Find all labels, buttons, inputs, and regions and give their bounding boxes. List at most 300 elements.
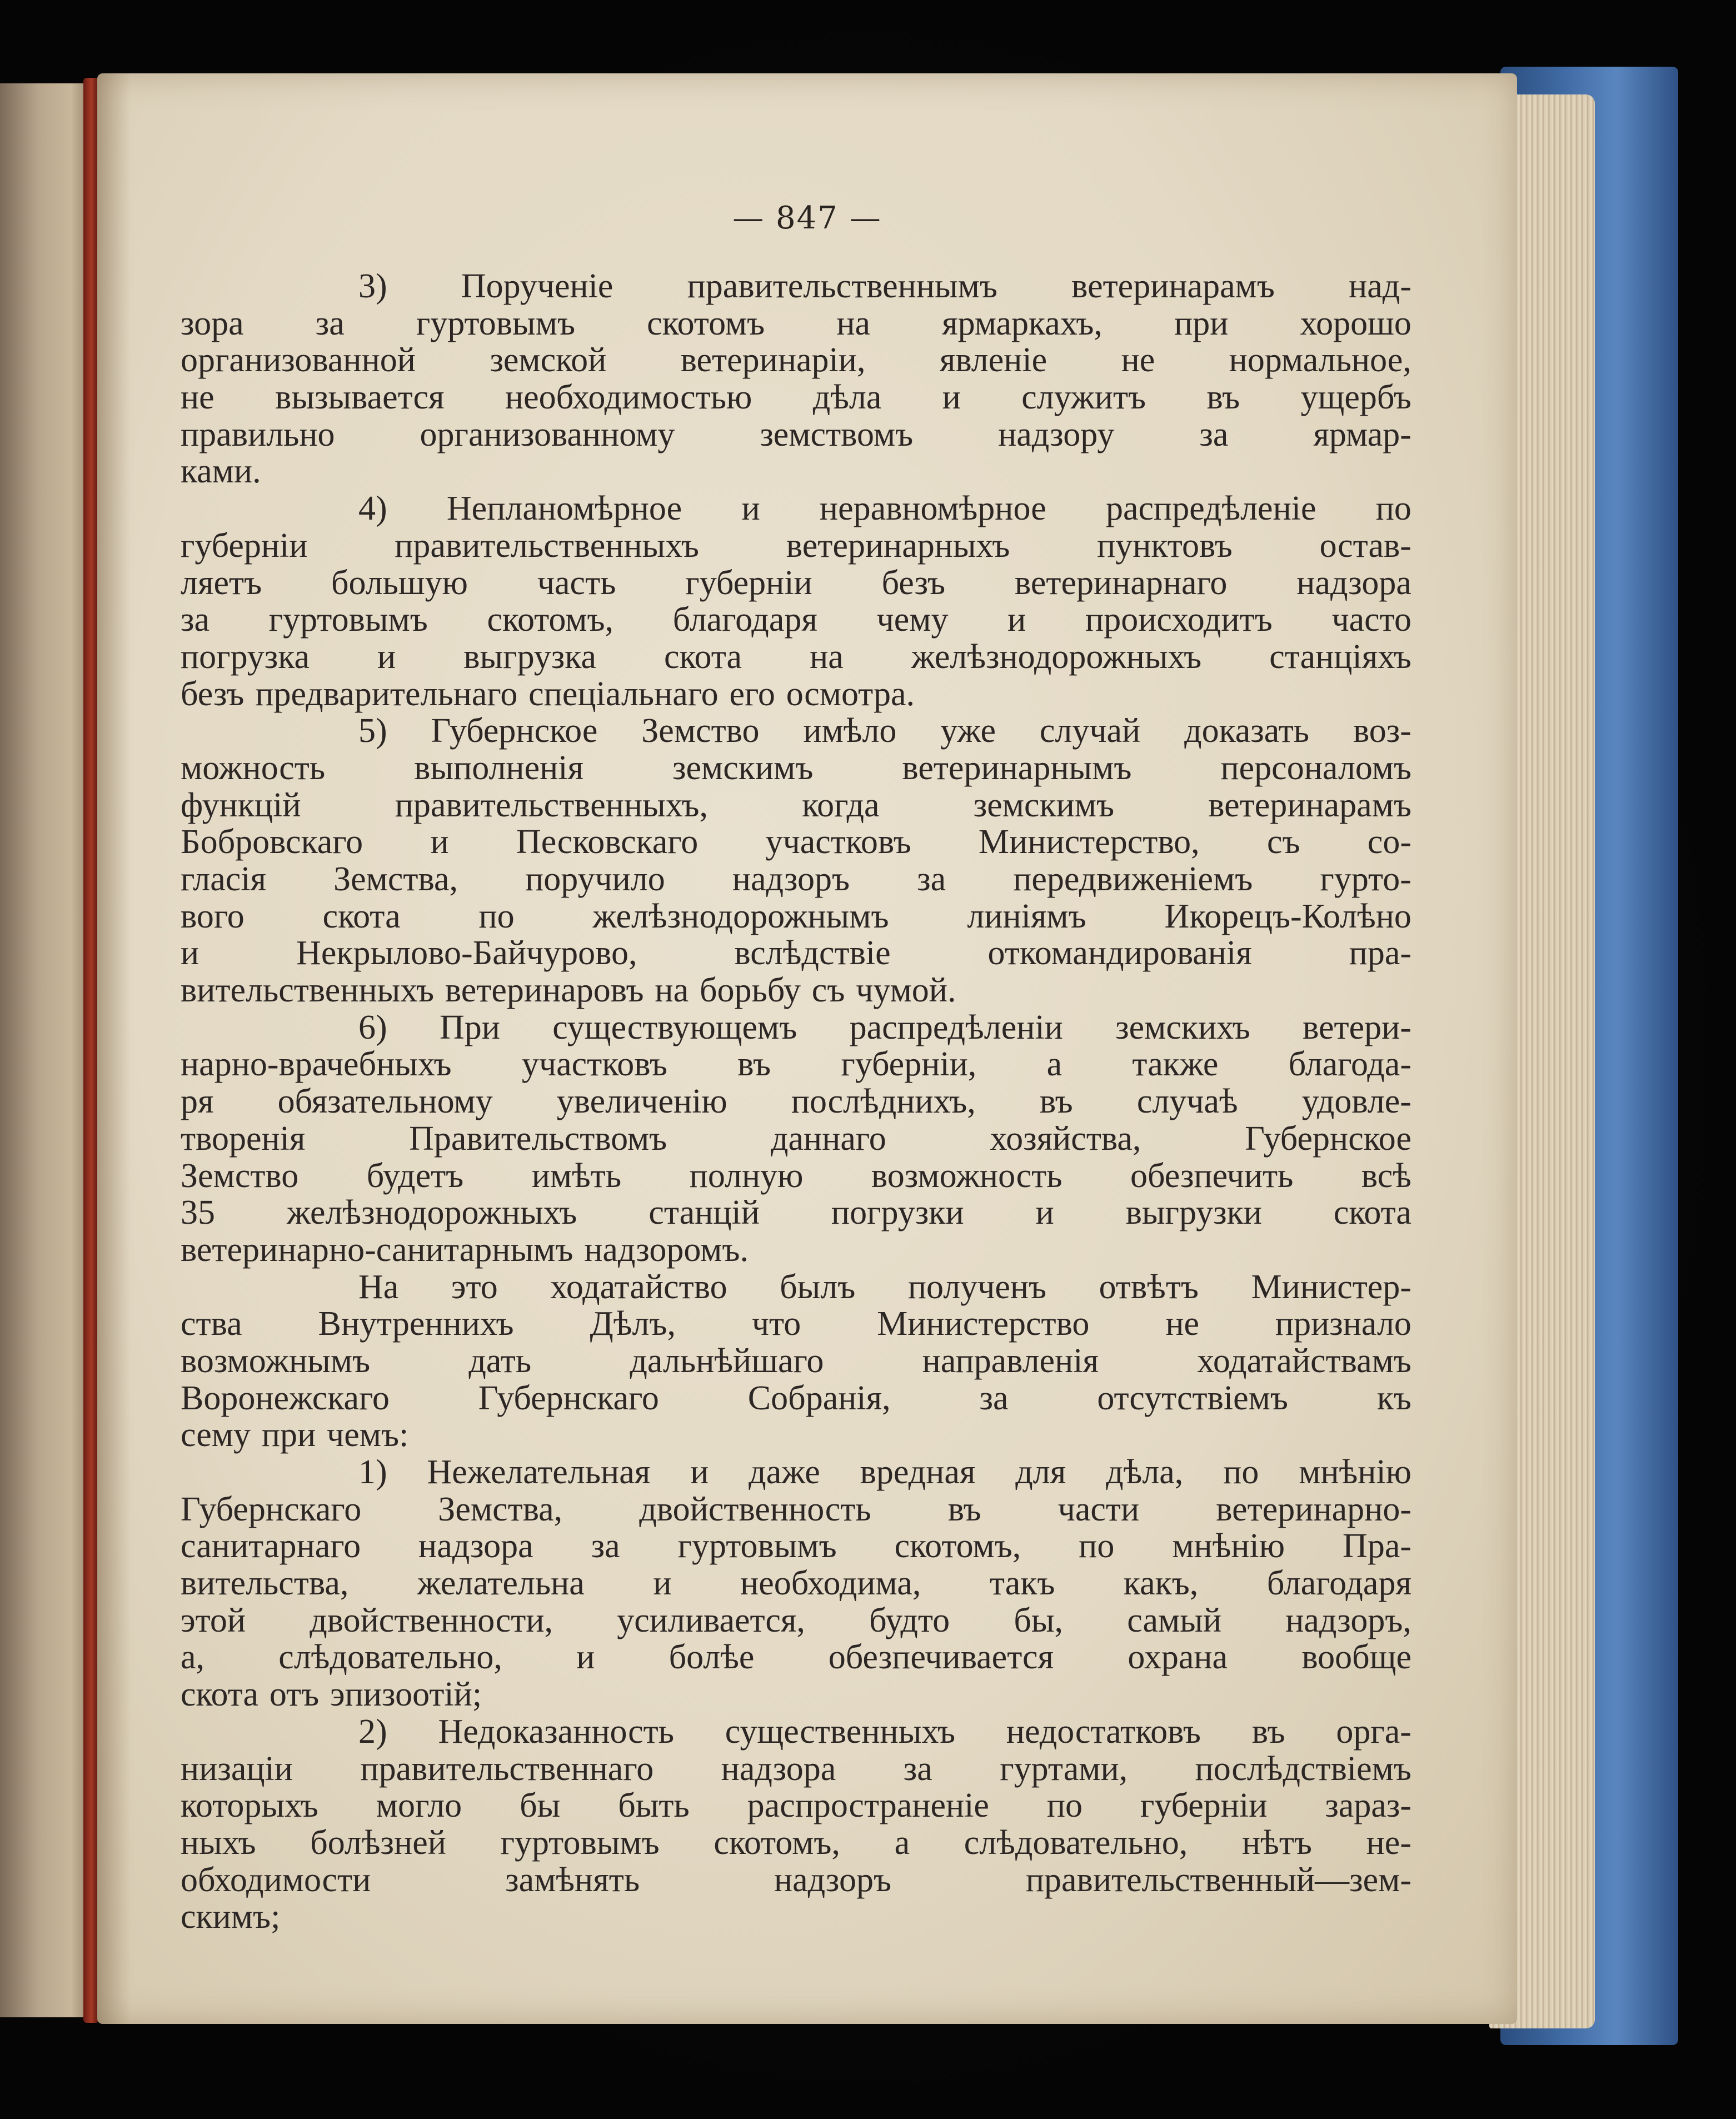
word: даже bbox=[749, 1453, 820, 1491]
word: за bbox=[979, 1379, 1009, 1417]
word: Икорецъ-Колѣно bbox=[1164, 897, 1411, 935]
text-line bbox=[181, 676, 1411, 713]
word: надзоръ bbox=[732, 860, 850, 898]
word: Бобровскаго bbox=[181, 823, 363, 861]
word: спеціальнаго bbox=[528, 675, 719, 713]
word: надзоромъ. bbox=[584, 1230, 749, 1269]
text-line bbox=[181, 824, 1411, 861]
text-line bbox=[181, 1009, 1411, 1046]
word: При bbox=[439, 1008, 500, 1046]
word: ходатайство bbox=[550, 1268, 727, 1306]
word: надзоръ bbox=[774, 1861, 892, 1899]
word: полную bbox=[689, 1156, 804, 1195]
word: выполненія bbox=[414, 749, 584, 787]
text-line bbox=[181, 1343, 1411, 1380]
word: двойственность bbox=[639, 1490, 871, 1528]
word: осмотра. bbox=[786, 675, 915, 713]
text-line bbox=[181, 1751, 1411, 1788]
word: удовле- bbox=[1301, 1083, 1411, 1121]
word: за bbox=[903, 1749, 932, 1788]
word: Нежелательная bbox=[427, 1453, 651, 1491]
word: выгрузки bbox=[1125, 1194, 1262, 1232]
word: для bbox=[1015, 1453, 1066, 1491]
word: Пра- bbox=[1343, 1527, 1411, 1565]
text-line bbox=[181, 861, 1411, 898]
word: ветеринарнаго bbox=[1014, 564, 1228, 602]
text-line bbox=[181, 565, 1411, 602]
word: какъ, bbox=[1123, 1564, 1199, 1603]
word: послѣднихъ, bbox=[791, 1083, 976, 1121]
word: ветеринарамъ bbox=[1071, 267, 1275, 305]
word: низаціи bbox=[181, 1749, 293, 1788]
word: обязательному bbox=[277, 1083, 493, 1121]
text-line bbox=[181, 268, 1411, 305]
word: участковъ bbox=[521, 1045, 667, 1084]
word: Непланомѣрное bbox=[446, 490, 682, 528]
text-line bbox=[181, 1862, 1411, 1899]
word: при bbox=[1174, 304, 1229, 342]
text-line bbox=[181, 972, 1411, 1009]
word: правительственнаго bbox=[360, 1749, 654, 1788]
word: Порученіе bbox=[461, 267, 613, 305]
word: Земство bbox=[181, 1156, 299, 1195]
text-line bbox=[181, 1565, 1411, 1602]
word: вслѣдствіе bbox=[734, 934, 891, 973]
word: Губернское bbox=[1245, 1119, 1411, 1158]
word: правильно bbox=[181, 415, 335, 453]
word: гласія bbox=[181, 860, 267, 898]
word: поручило bbox=[525, 860, 665, 898]
word: чему bbox=[876, 601, 949, 639]
word: охрана bbox=[1128, 1638, 1228, 1677]
word: желательна bbox=[417, 1564, 585, 1603]
word: полученъ bbox=[907, 1268, 1047, 1306]
word: Дѣлъ, bbox=[590, 1305, 676, 1343]
word: нарно-врачебныхъ bbox=[181, 1045, 452, 1084]
word: когда bbox=[802, 786, 880, 824]
word: увеличенію bbox=[556, 1083, 727, 1121]
word: ства bbox=[181, 1305, 242, 1343]
word: участковъ bbox=[765, 823, 911, 861]
word: быть bbox=[618, 1787, 690, 1825]
word: благода- bbox=[1288, 1045, 1411, 1084]
word: не- bbox=[1366, 1823, 1411, 1862]
word: усиливается, bbox=[617, 1601, 805, 1639]
word: ветеринарно-санитарнымъ bbox=[181, 1230, 573, 1269]
word: Воронежскаго bbox=[181, 1379, 390, 1417]
word: за bbox=[917, 860, 946, 898]
text-line bbox=[181, 787, 1411, 824]
word: надзора bbox=[1296, 564, 1411, 602]
book-page bbox=[97, 73, 1517, 2024]
word: болѣе bbox=[669, 1638, 755, 1677]
word: съ bbox=[1266, 823, 1300, 861]
word: скотомъ, bbox=[894, 1527, 1021, 1565]
word: ветеринаровъ bbox=[445, 971, 644, 1010]
gutter-shadow bbox=[97, 73, 131, 2024]
word: которыхъ bbox=[181, 1787, 318, 1825]
word: ляетъ bbox=[181, 564, 262, 602]
word: и bbox=[181, 934, 199, 973]
word: погрузки bbox=[831, 1194, 964, 1232]
word: обезпечивается bbox=[828, 1638, 1054, 1677]
word: станцій bbox=[648, 1194, 760, 1232]
word: ветеринарамъ bbox=[1208, 786, 1411, 824]
word: желѣзнодорожнымъ bbox=[592, 897, 889, 935]
word: скотомъ bbox=[647, 304, 765, 342]
word: будто bbox=[869, 1601, 950, 1639]
word: часто bbox=[1331, 601, 1411, 639]
word: за bbox=[591, 1527, 620, 1565]
word: со- bbox=[1367, 823, 1411, 861]
word: и bbox=[1035, 1194, 1054, 1232]
text-line bbox=[181, 1491, 1411, 1528]
word: вредная bbox=[860, 1453, 976, 1491]
word: Внутреннихъ bbox=[318, 1305, 514, 1343]
word: ветеринарно- bbox=[1216, 1490, 1411, 1528]
word: надзору bbox=[998, 415, 1115, 453]
text-line bbox=[181, 712, 1411, 750]
text-line bbox=[181, 639, 1411, 676]
word: На bbox=[358, 1268, 399, 1306]
word: ущербъ bbox=[1300, 378, 1411, 417]
word: и bbox=[690, 1453, 709, 1491]
text-line bbox=[181, 342, 1411, 379]
text-line bbox=[181, 1454, 1411, 1491]
word: отъ bbox=[269, 1676, 320, 1714]
text-line bbox=[181, 1231, 1411, 1269]
page-number: — 847 — bbox=[732, 200, 882, 236]
text-line bbox=[181, 1787, 1411, 1824]
word: ками. bbox=[181, 452, 261, 491]
word: чемъ: bbox=[327, 1416, 409, 1454]
word: безъ bbox=[881, 564, 946, 602]
word: скимъ; bbox=[181, 1898, 281, 1936]
word: и bbox=[576, 1638, 595, 1677]
word: въ bbox=[737, 1045, 771, 1084]
text-line bbox=[181, 935, 1411, 972]
word: губерніи bbox=[181, 526, 308, 565]
word: погрузка bbox=[181, 637, 310, 676]
word: могло bbox=[376, 1787, 462, 1825]
word: гурто- bbox=[1320, 860, 1411, 898]
word: передвиженіемъ bbox=[1013, 860, 1253, 898]
word: вительства, bbox=[181, 1564, 349, 1603]
word: не bbox=[181, 378, 214, 417]
word: скотомъ, bbox=[714, 1823, 840, 1862]
text-line bbox=[181, 1602, 1411, 1639]
word: неравномѣрное bbox=[819, 490, 1046, 528]
text-line bbox=[181, 379, 1411, 416]
word: пунктовъ bbox=[1097, 526, 1233, 565]
word: 5) bbox=[358, 712, 387, 750]
text-line bbox=[181, 1824, 1411, 1862]
word: можность bbox=[181, 749, 326, 787]
word: нѣтъ bbox=[1241, 1823, 1312, 1862]
word: сему bbox=[181, 1416, 251, 1454]
word: вительственныхъ bbox=[181, 971, 435, 1010]
word: правительственныхъ bbox=[395, 526, 699, 565]
word: въ bbox=[947, 1490, 981, 1528]
word: губерніи bbox=[685, 564, 812, 602]
word: а bbox=[1046, 1045, 1062, 1084]
word: организованному bbox=[420, 415, 675, 453]
word: распредѣленіе bbox=[1105, 490, 1316, 528]
word: Правительствомъ bbox=[409, 1119, 667, 1158]
word: отвѣтъ bbox=[1099, 1268, 1199, 1306]
word: остав- bbox=[1319, 526, 1411, 565]
word: существенныхъ bbox=[725, 1712, 956, 1751]
word: по bbox=[1223, 1453, 1259, 1491]
word: орга- bbox=[1336, 1712, 1411, 1751]
text-line bbox=[181, 1676, 1411, 1713]
word: замѣнять bbox=[505, 1861, 640, 1899]
text-line bbox=[181, 601, 1411, 639]
word: въ bbox=[1206, 378, 1240, 417]
word: дать bbox=[468, 1342, 532, 1380]
word: надзоръ, bbox=[1285, 1601, 1411, 1639]
word: существующемъ bbox=[552, 1008, 797, 1046]
word: по bbox=[1046, 1787, 1083, 1825]
word: служитъ bbox=[1021, 378, 1146, 417]
word: обходимости bbox=[181, 1861, 371, 1899]
word: направленія bbox=[922, 1342, 1099, 1380]
word: 35 bbox=[181, 1194, 215, 1232]
word: недостатковъ bbox=[1006, 1712, 1201, 1751]
text-line bbox=[181, 1639, 1411, 1676]
word: будетъ bbox=[366, 1156, 464, 1195]
word: это bbox=[451, 1268, 498, 1306]
word: ветеринаріи, bbox=[680, 341, 866, 380]
word: гуртовымъ bbox=[500, 1823, 660, 1862]
word: имѣло bbox=[803, 712, 897, 750]
word: и bbox=[653, 1564, 672, 1603]
word: 3) bbox=[358, 267, 387, 305]
word: доказать bbox=[1184, 712, 1310, 750]
word: Министерство bbox=[877, 1305, 1090, 1343]
word: воз- bbox=[1353, 712, 1411, 750]
red-binding-strip bbox=[83, 78, 99, 2023]
text-line bbox=[181, 898, 1411, 935]
word: желѣзнодорожныхъ bbox=[286, 1194, 577, 1232]
word: признало bbox=[1275, 1305, 1411, 1343]
text-line bbox=[181, 416, 1411, 453]
word: даннаго bbox=[770, 1119, 886, 1158]
word: 4) bbox=[358, 490, 387, 528]
word: и bbox=[430, 823, 449, 861]
text-line bbox=[181, 490, 1411, 527]
word: гуртовымъ bbox=[677, 1527, 837, 1565]
word: на bbox=[655, 971, 689, 1010]
word: предварительнаго bbox=[255, 675, 518, 713]
word: Недоказанность bbox=[438, 1712, 674, 1751]
word: мнѣнію bbox=[1299, 1453, 1411, 1491]
word: часть bbox=[537, 564, 616, 602]
word: чумой. bbox=[856, 971, 956, 1010]
word: въ bbox=[1251, 1712, 1285, 1751]
word: за bbox=[315, 304, 345, 342]
word: необходима, bbox=[740, 1564, 921, 1603]
word: Губернскаго bbox=[181, 1490, 362, 1528]
word: эпизоотій; bbox=[330, 1676, 482, 1714]
word: болѣзней bbox=[310, 1823, 446, 1862]
word: станціяхъ bbox=[1269, 637, 1411, 676]
word: гуртовымъ bbox=[416, 304, 576, 342]
word: ярмар- bbox=[1313, 415, 1411, 453]
word: ветери- bbox=[1303, 1008, 1411, 1046]
word: уже bbox=[940, 712, 996, 750]
word: зараз- bbox=[1325, 1787, 1411, 1825]
word: всѣ bbox=[1361, 1156, 1411, 1195]
page-text bbox=[181, 268, 1411, 1936]
word: двойственности, bbox=[310, 1601, 553, 1639]
word: гуртовымъ bbox=[268, 601, 428, 639]
word: отсутствіемъ bbox=[1097, 1379, 1288, 1417]
text-line bbox=[181, 527, 1411, 565]
word: съ bbox=[811, 971, 845, 1010]
word: что bbox=[751, 1305, 801, 1343]
word: скота bbox=[1333, 1194, 1411, 1232]
word: земствомъ bbox=[760, 415, 914, 453]
word: вообще bbox=[1301, 1638, 1411, 1677]
word: этой bbox=[181, 1601, 246, 1639]
text-line bbox=[181, 1528, 1411, 1565]
text-line bbox=[181, 1380, 1411, 1417]
word: возможнымъ bbox=[181, 1342, 371, 1380]
word: послѣдствіемъ bbox=[1195, 1749, 1411, 1788]
word: дѣла, bbox=[1106, 1453, 1184, 1491]
word: земской bbox=[490, 341, 607, 380]
word: Некрылово-Байчурово, bbox=[296, 934, 637, 973]
word: а bbox=[894, 1823, 910, 1862]
word: правительственнымъ bbox=[687, 267, 997, 305]
word: по bbox=[1375, 490, 1411, 528]
word: происходитъ bbox=[1085, 601, 1273, 639]
word: распредѣленіи bbox=[849, 1008, 1063, 1046]
word: Земство bbox=[641, 712, 760, 750]
word: слѣдовательно, bbox=[278, 1638, 502, 1677]
word: бы bbox=[520, 1787, 561, 1825]
word: обезпечить bbox=[1130, 1156, 1294, 1195]
word: и bbox=[942, 378, 961, 417]
word: 6) bbox=[358, 1008, 387, 1046]
word: Земства, bbox=[438, 1490, 563, 1528]
word: скота bbox=[181, 1676, 259, 1714]
word: санитарнаго bbox=[181, 1527, 361, 1565]
text-line bbox=[181, 1083, 1411, 1120]
text-line bbox=[181, 453, 1411, 490]
word: въ bbox=[1039, 1083, 1073, 1121]
word: земскимъ bbox=[672, 749, 814, 787]
text-line bbox=[181, 305, 1411, 342]
word: желѣзнодорожныхъ bbox=[911, 637, 1202, 676]
word: безъ bbox=[181, 675, 245, 713]
word: надзора bbox=[721, 1749, 836, 1788]
word: 2) bbox=[358, 1712, 387, 1751]
word: ярмаркахъ, bbox=[942, 304, 1103, 342]
word: по bbox=[478, 897, 515, 935]
word: имѣть bbox=[531, 1156, 622, 1195]
word: явленіе bbox=[939, 341, 1047, 380]
word: нормальное, bbox=[1229, 341, 1411, 380]
word: и bbox=[1007, 601, 1026, 639]
word: скотомъ, bbox=[487, 601, 614, 639]
word: земскихъ bbox=[1115, 1008, 1250, 1046]
text-line bbox=[181, 1898, 1411, 1936]
word: ветеринарнымъ bbox=[902, 749, 1132, 787]
word: хорошо bbox=[1300, 304, 1411, 342]
word: Губернское bbox=[431, 712, 598, 750]
word: пра- bbox=[1349, 934, 1411, 973]
word: Собранія, bbox=[747, 1379, 891, 1417]
word: Министер- bbox=[1251, 1268, 1411, 1306]
text-line bbox=[181, 1713, 1411, 1751]
word: не bbox=[1121, 341, 1155, 380]
word: дѣла bbox=[812, 378, 882, 417]
text-line bbox=[181, 1120, 1411, 1158]
word: Песковскаго bbox=[516, 823, 699, 861]
word: на bbox=[810, 637, 844, 676]
word: ря bbox=[181, 1083, 214, 1121]
word: линіямъ bbox=[967, 897, 1086, 935]
word: за bbox=[181, 601, 210, 639]
word: при bbox=[261, 1416, 316, 1454]
word: функцій bbox=[181, 786, 301, 824]
word: случай bbox=[1039, 712, 1141, 750]
word: персоналомъ bbox=[1220, 749, 1411, 787]
text-line bbox=[181, 1417, 1411, 1454]
word: организованной bbox=[181, 341, 416, 380]
text-line bbox=[181, 1194, 1411, 1231]
word: къ bbox=[1376, 1379, 1411, 1417]
word: вого bbox=[181, 897, 245, 935]
word: мнѣнію bbox=[1172, 1527, 1285, 1565]
word: распространеніе bbox=[747, 1787, 989, 1825]
word: благодаря bbox=[1266, 1564, 1411, 1603]
word: необходимостью bbox=[505, 378, 752, 417]
word: борьбу bbox=[699, 971, 801, 1010]
word: вызывается bbox=[275, 378, 445, 417]
word: правительственныхъ, bbox=[395, 786, 708, 824]
word: части bbox=[1057, 1490, 1140, 1528]
word: возможность bbox=[871, 1156, 1062, 1195]
word: Земства, bbox=[333, 860, 458, 898]
word: слѣдовательно, bbox=[964, 1823, 1188, 1862]
word: надзора bbox=[418, 1527, 533, 1565]
word: откомандированія bbox=[987, 934, 1252, 973]
word: ходатайствамъ bbox=[1197, 1342, 1411, 1380]
word: правительственный—зем- bbox=[1025, 1861, 1411, 1899]
word: скота bbox=[322, 897, 401, 935]
word: губерніи bbox=[1140, 1787, 1268, 1825]
word: зора bbox=[181, 304, 244, 342]
word: гуртами, bbox=[1000, 1749, 1128, 1788]
word: ныхъ bbox=[181, 1823, 256, 1862]
word: Губернскаго bbox=[478, 1379, 659, 1417]
word: случаѣ bbox=[1136, 1083, 1238, 1121]
word: и bbox=[741, 490, 760, 528]
word: выгрузка bbox=[463, 637, 596, 676]
word: самый bbox=[1127, 1601, 1222, 1639]
word: 1) bbox=[358, 1453, 387, 1491]
word: Министерство, bbox=[978, 823, 1200, 861]
word: бы, bbox=[1014, 1601, 1064, 1639]
word: его bbox=[729, 675, 775, 713]
word: благодаря bbox=[672, 601, 817, 639]
word: по bbox=[1079, 1527, 1115, 1565]
word: над- bbox=[1349, 267, 1411, 305]
word: также bbox=[1132, 1045, 1219, 1084]
